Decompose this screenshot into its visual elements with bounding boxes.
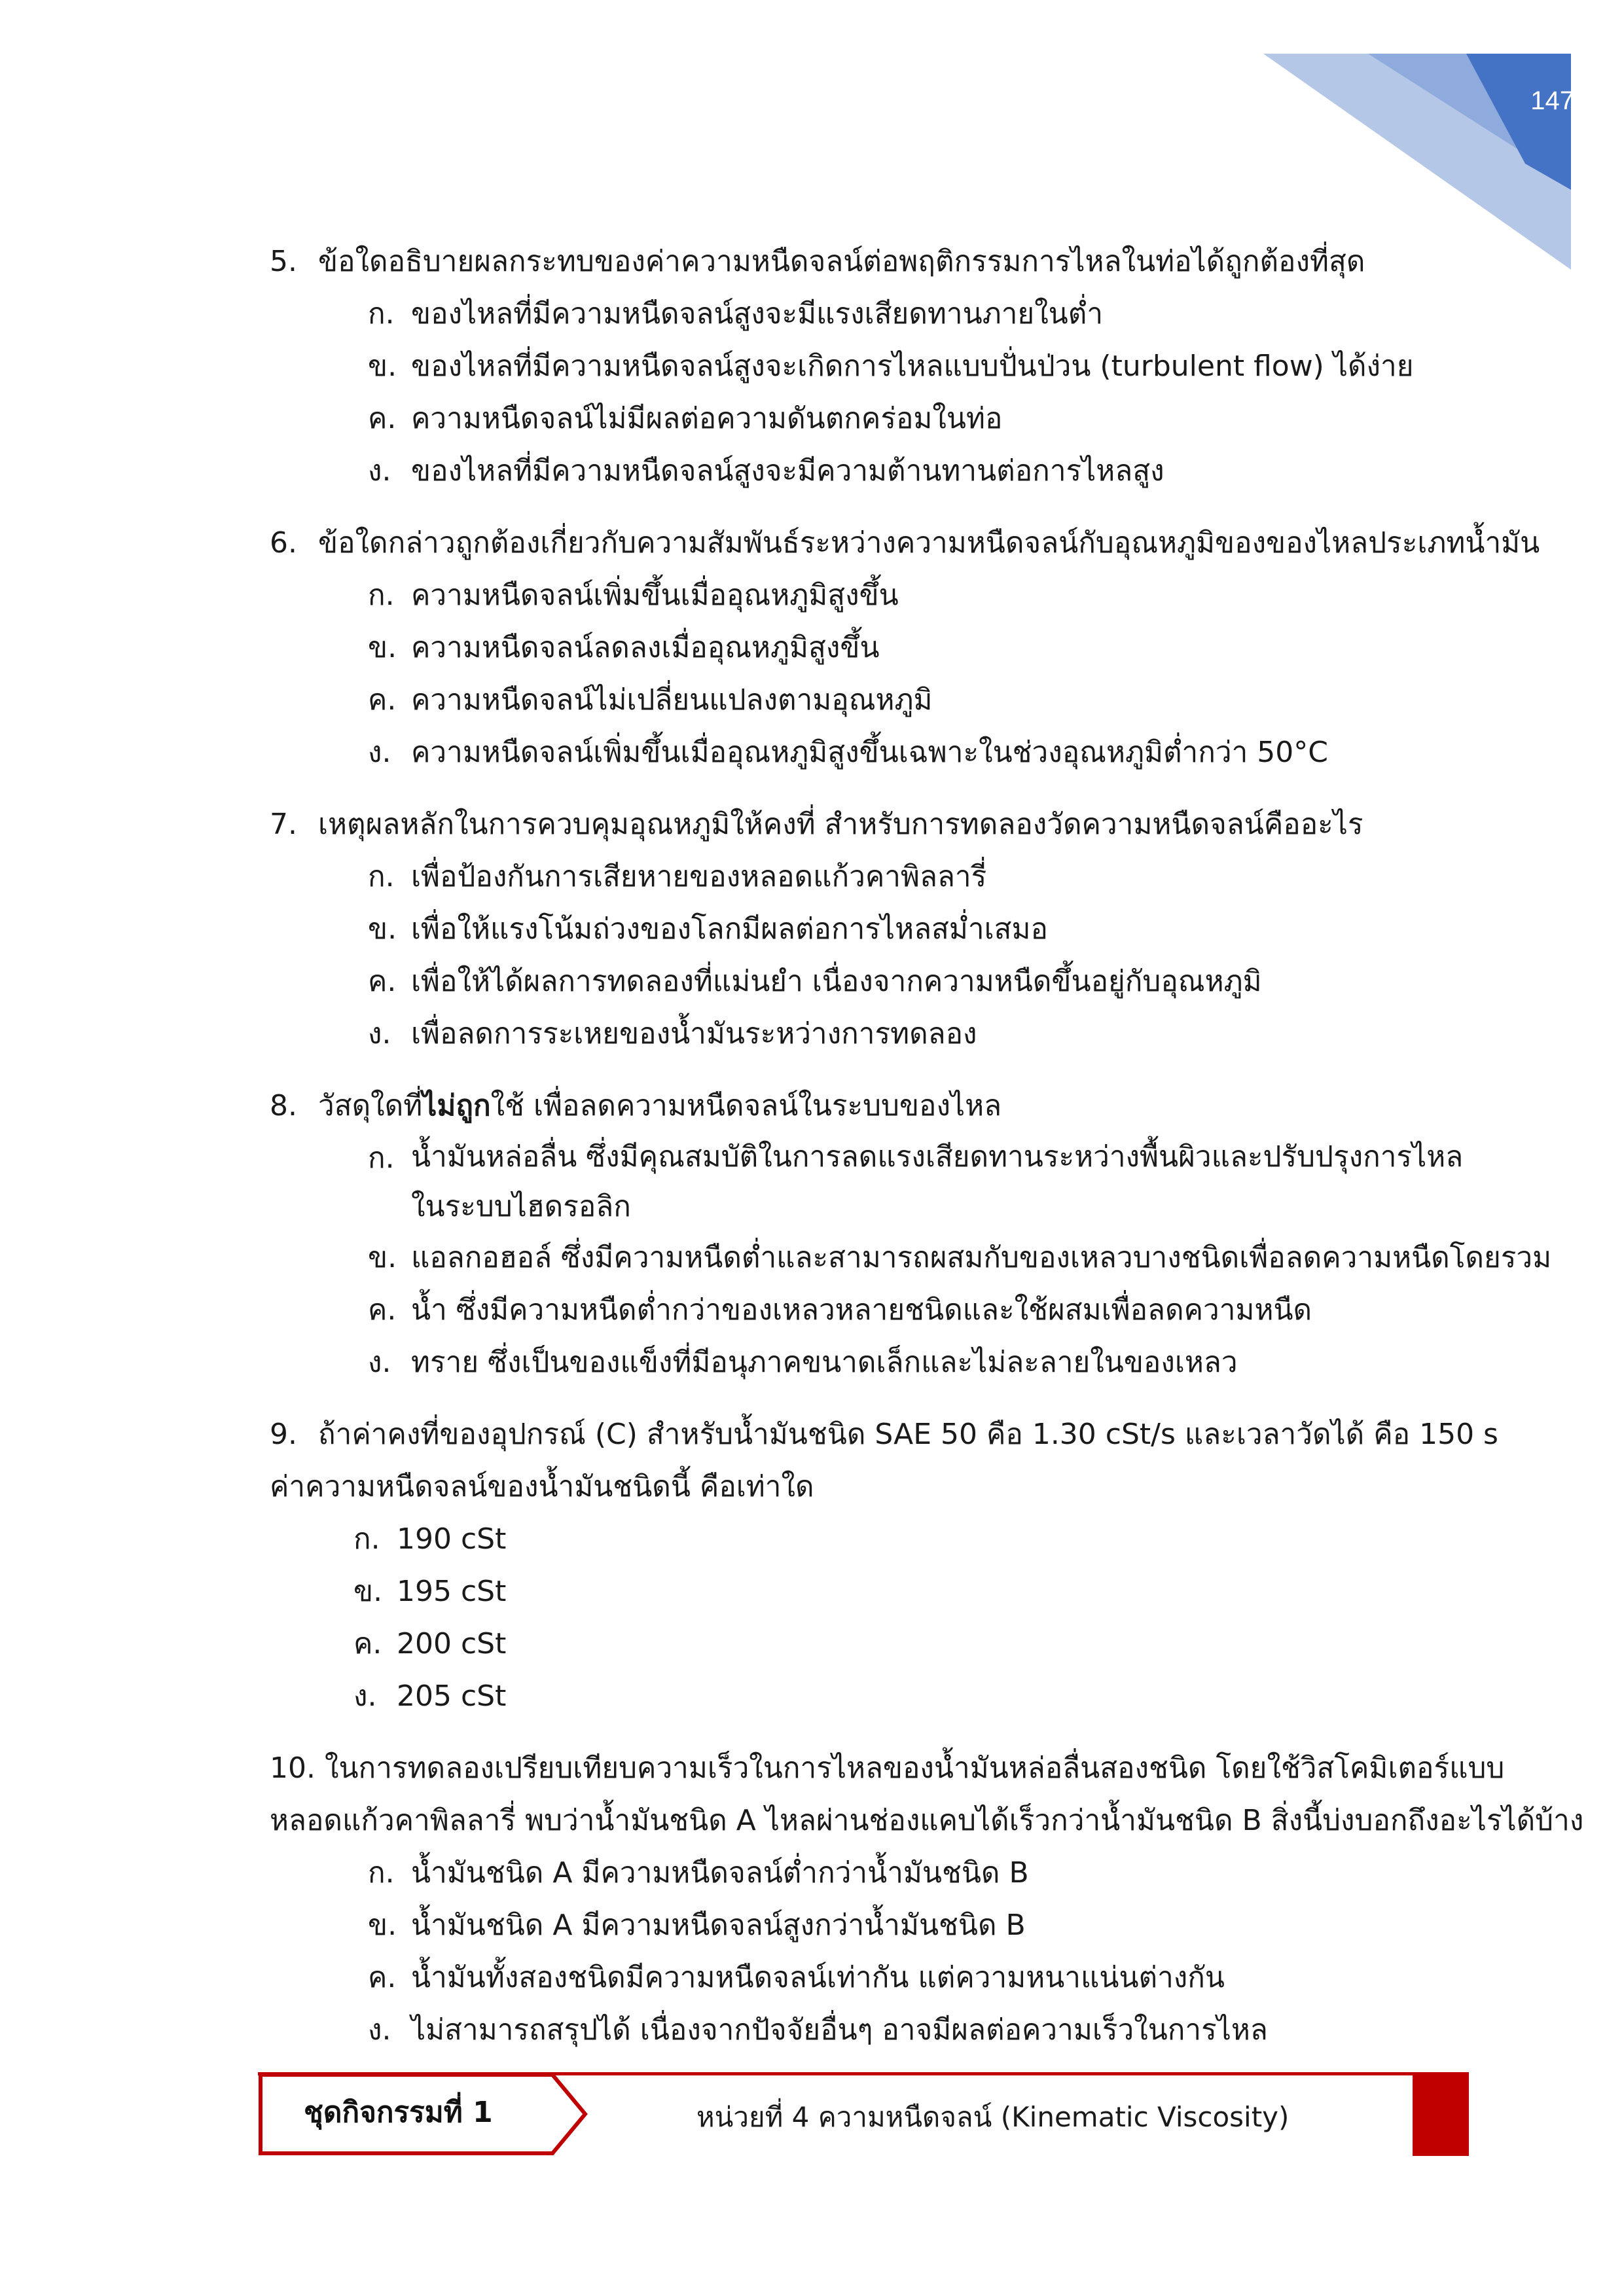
option-letter: ก.: [353, 1522, 380, 1556]
option-letter: ค.: [368, 402, 397, 435]
question-prompt: ข้อใดอธิบายผลกระทบของค่าความหนืดจลน์ต่อพฤติกรรมการไหลในท่อได้ถูกต้องที่สุด: [318, 245, 1365, 278]
option-item: [368, 569, 1513, 622]
question-prompt-end: ใช้ เพื่อลดความหนืดจลน์ในระบบของไหล: [490, 1089, 1002, 1122]
question-prompt: เหตุผลหลักในการควบคุมอุณหภูมิให้คงที่ สำหรับการทดลองวัดความหนืดจลน์คืออะไร: [318, 808, 1363, 841]
option-text: เพื่อให้ได้ผลการทดลองที่แม่นยำ เนื่องจากความหนืดขึ้นอยู่กับอุณหภูมิ: [411, 965, 1262, 998]
question-text: [270, 1408, 1513, 1461]
question-7: [270, 798, 1513, 1060]
question-number: 5.: [270, 245, 297, 278]
question-text: [270, 1742, 1513, 1795]
question-prompt: ถ้าค่าคงที่ของอุปกรณ์ (C) สำหรับน้ำมันชนิด SAE 50 คือ 1.30 cSt/s และเวลาวัดได้ คือ 150 s: [318, 1418, 1498, 1451]
option-letter: ข.: [353, 1575, 383, 1608]
page-number: 147: [1530, 86, 1574, 115]
option-item: [353, 1618, 1513, 1670]
option-list: [270, 1847, 1513, 2056]
option-letter: ข.: [368, 1909, 397, 1942]
option-item: [368, 956, 1513, 1008]
question-10: [270, 1742, 1584, 2056]
option-letter: ง.: [368, 1346, 391, 1379]
activity-set-label: ชุดกิจกรรมที่ 1: [304, 2096, 493, 2129]
option-text: 200 cSt: [397, 1627, 507, 1660]
option-text: 205 cSt: [397, 1679, 507, 1713]
option-item: [368, 1847, 1513, 1899]
option-list: [270, 851, 1513, 1060]
option-letter: ก.: [368, 297, 395, 331]
option-text: น้ำมันทั้งสองชนิดมีความหนืดจลน์เท่ากัน แต่ความหนาแน่นต่างกัน: [411, 1961, 1225, 1994]
question-text: [270, 1080, 1513, 1132]
option-letter: ก.: [368, 860, 395, 893]
question-prompt: ข้อใดกล่าวถูกต้องเกี่ยวกับความสัมพันธ์ระหว่างความหนืดจลน์กับอุณหภูมิของของไหลประเภทน้ำมัน: [318, 526, 1540, 560]
option-item: [368, 340, 1513, 393]
question-8: [270, 1080, 1552, 1389]
option-item: [368, 1008, 1513, 1060]
option-text: แอลกอฮอล์ ซึ่งมีความหนืดต่ำและสามารถผสมกับของเหลวบางชนิดเพื่อลดความหนืดโดยรวม: [411, 1241, 1552, 1274]
option-text: ของไหลที่มีความหนืดจลน์สูงจะมีแรงเสียดทานภายในต่ำ: [411, 297, 1104, 331]
footer-red-block: [1413, 2072, 1469, 2156]
option-text: ความหนืดจลน์ไม่มีผลต่อความดันตกคร่อมในท่อ: [411, 402, 1003, 435]
option-item: [368, 2004, 1513, 2056]
option-text: 190 cSt: [397, 1522, 507, 1556]
option-item: [353, 1566, 1513, 1618]
question-number: 7.: [270, 808, 297, 841]
option-item: [368, 288, 1513, 340]
option-item: [368, 1899, 1513, 1952]
option-text: ไม่สามารถสรุปได้ เนื่องจากปัจจัยอื่นๆ อาจมีผลต่อความเร็วในการไหล: [411, 2013, 1268, 2047]
option-item: [368, 1952, 1513, 2004]
option-item: [368, 674, 1513, 726]
question-number: 9.: [270, 1418, 297, 1451]
option-item: [368, 726, 1513, 779]
question-text: [270, 517, 1540, 569]
page-footer: [258, 2072, 1469, 2156]
option-item: [353, 1670, 1513, 1723]
option-list: [270, 1132, 1552, 1389]
option-item: [368, 622, 1513, 674]
option-letter: ข.: [368, 631, 397, 664]
option-text: 195 cSt: [397, 1575, 507, 1608]
option-letter: ก.: [368, 1856, 395, 1890]
option-letter: ค.: [353, 1627, 382, 1660]
option-letter: ค.: [368, 683, 397, 717]
option-item: [368, 393, 1513, 445]
option-letter: ข.: [368, 1241, 397, 1274]
option-item: [368, 851, 1513, 903]
unit-title: หน่วยที่ 4 ความหนืดจลน์ (Kinematic Viscosity): [696, 2101, 1290, 2133]
option-text: น้ำมันหล่อลื่น ซึ่งมีคุณสมบัติในการลดแรงเสียดทานระหว่างพื้นผิวและปรับปรุงการไหลในระบบไฮดรอลิก: [411, 1140, 1464, 1223]
option-letter: ง.: [368, 454, 391, 488]
option-item: [368, 445, 1513, 497]
question-prompt: ในการทดลองเปรียบเทียบความเร็วในการไหลของน้ำมันหล่อลื่นสองชนิด โดยใช้วิสโคมิเตอร์แบบ: [324, 1751, 1505, 1785]
question-prompt-emphasis: ไม่ถูก: [422, 1089, 491, 1122]
option-letter: ก.: [368, 1141, 395, 1175]
option-text: น้ำ ซึ่งมีความหนืดต่ำกว่าของเหลวหลายชนิดและใช้ผสมเพื่อลดความหนืด: [411, 1293, 1312, 1327]
question-6: [270, 517, 1540, 779]
option-letter: ง.: [353, 1679, 377, 1713]
option-item: [368, 1284, 1513, 1336]
option-list: [270, 569, 1513, 779]
question-prompt-continued: ค่าความหนืดจลน์ของน้ำมันชนิดนี้ คือเท่าใด: [270, 1470, 814, 1503]
option-letter: ข.: [368, 350, 397, 383]
option-letter: ง.: [368, 2013, 391, 2047]
option-text: ของไหลที่มีความหนืดจลน์สูงจะมีความต้านทานต่อการไหลสูง: [411, 454, 1164, 488]
question-number: 6.: [270, 526, 297, 560]
question-prompt-start: วัสดุใดที่: [318, 1089, 423, 1122]
option-text: ความหนืดจลน์ไม่เปลี่ยนแปลงตามอุณหภูมิ: [411, 683, 933, 717]
option-text: ความหนืดจลน์เพิ่มขึ้นเมื่ออุณหภูมิสูงขึ้น: [411, 579, 899, 612]
question-text: [270, 798, 1513, 851]
option-text: ความหนืดจลน์ลดลงเมื่ออุณหภูมิสูงขึ้น: [411, 631, 880, 664]
option-item: [368, 1336, 1513, 1389]
option-letter: ง.: [368, 1017, 391, 1050]
option-letter: ค.: [368, 1961, 397, 1994]
question-9: [270, 1408, 1513, 1723]
option-text: เพื่อป้องกันการเสียหายของหลอดแก้วคาพิลลารี่: [411, 860, 987, 893]
option-text: เพื่อให้แรงโน้มถ่วงของโลกมีผลต่อการไหลสม่ำเสมอ: [411, 912, 1048, 946]
option-letter: ค.: [368, 965, 397, 998]
option-list: [270, 1513, 1513, 1723]
option-letter: ข.: [368, 912, 397, 946]
question-list: [270, 236, 1584, 2076]
question-number: 10.: [270, 1751, 316, 1785]
option-text: ความหนืดจลน์เพิ่มขึ้นเมื่ออุณหภูมิสูงขึ้นเฉพาะในช่วงอุณหภูมิต่ำกว่า 50°C: [411, 736, 1329, 769]
option-list: [270, 288, 1513, 497]
option-text: ทราย ซึ่งเป็นของแข็งที่มีอนุภาคขนาดเล็กและไม่ละลายในของเหลว: [411, 1346, 1238, 1379]
option-letter: ง.: [368, 736, 391, 769]
option-letter: ก.: [368, 579, 395, 612]
option-text: เพื่อลดการระเหยของน้ำมันระหว่างการทดลอง: [411, 1017, 977, 1050]
option-text: ของไหลที่มีความหนืดจลน์สูงจะเกิดการไหลแบบปั่นป่วน (turbulent flow) ได้ง่าย: [411, 350, 1414, 383]
question-5: [270, 236, 1513, 497]
question-prompt-continued: หลอดแก้วคาพิลลารี่ พบว่าน้ำมันชนิด A ไหลผ่านช่องแคบได้เร็วกว่าน้ำมันชนิด B สิ่งนี้บ่งบอกถึงอะไรได้บ้าง: [270, 1804, 1584, 1837]
option-item: [353, 1513, 1513, 1566]
option-text: น้ำมันชนิด A มีความหนืดจลน์ต่ำกว่าน้ำมันชนิด B: [411, 1856, 1029, 1890]
question-number: 8.: [270, 1089, 297, 1122]
option-letter: ค.: [368, 1293, 397, 1327]
option-item: [368, 1232, 1552, 1284]
option-text: น้ำมันชนิด A มีความหนืดจลน์สูงกว่าน้ำมันชนิด B: [411, 1909, 1026, 1942]
option-item: [368, 1132, 1513, 1232]
option-item: [368, 903, 1513, 956]
question-text: [270, 236, 1513, 288]
